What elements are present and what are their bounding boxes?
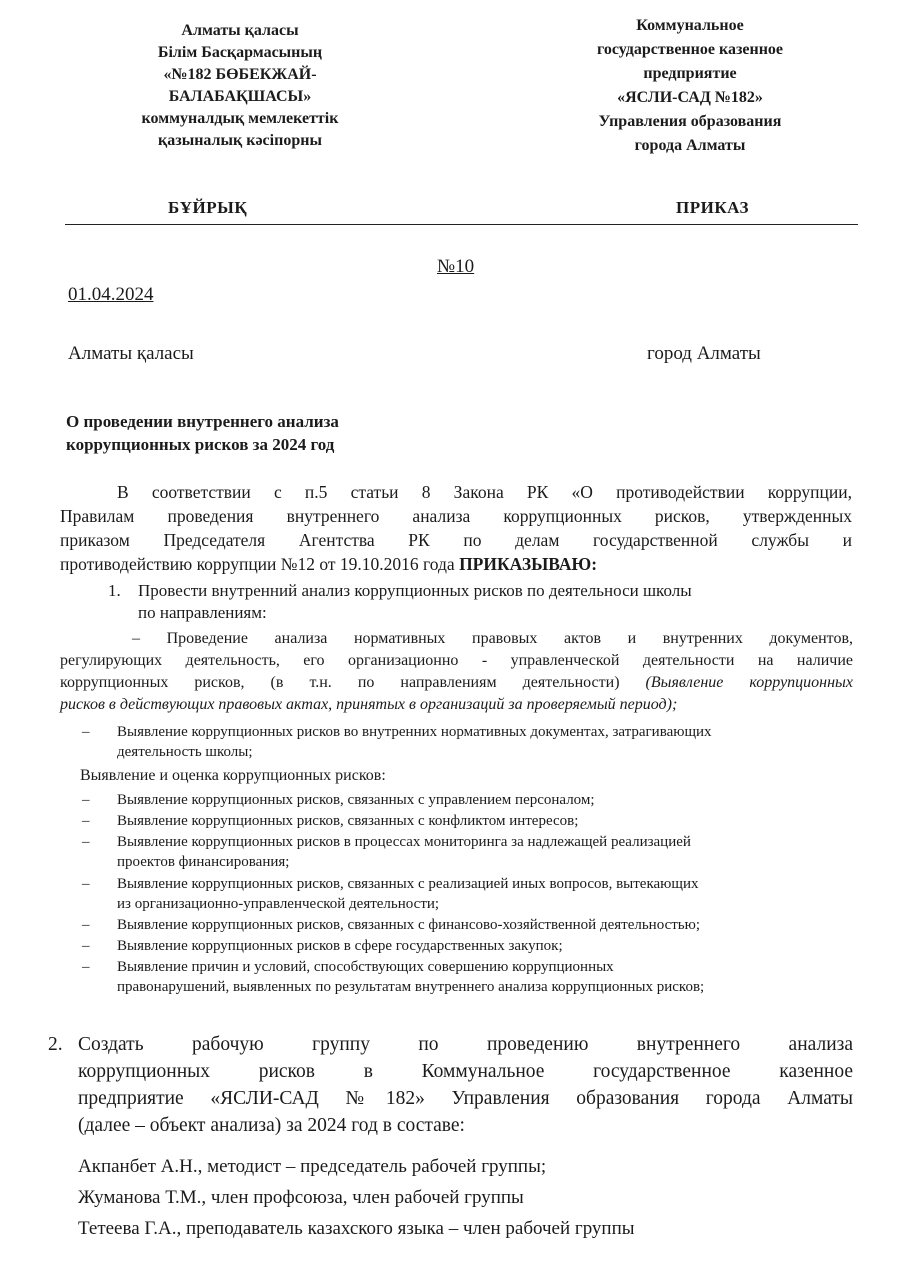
header-left-line: «№182 БӨБЕКЖАЙ- (163, 66, 317, 83)
order-subject (66, 410, 339, 456)
order-subject-line: коррупционных рисков за 2024 год (66, 435, 335, 454)
item-1-number: 1. (108, 581, 121, 600)
list-item (82, 874, 852, 914)
order-number: №10 (437, 256, 475, 277)
preamble-paragraph (60, 480, 852, 576)
dash-marker: – (82, 834, 90, 850)
preamble-line: Правилам проведения внутреннего анализа коррупционных рисков, утвержденных (60, 506, 852, 526)
list-item (82, 790, 852, 810)
working-group-members (78, 1151, 635, 1244)
description-line: – Проведение анализа нормативных правовых актов и внутренних документов, (132, 630, 853, 647)
list-item (82, 915, 852, 935)
header-right-line: предприятие (643, 65, 737, 82)
list-item-line: Выявление коррупционных рисков, связанных с управлением персоналом; (117, 792, 595, 808)
list-item (82, 811, 852, 831)
description-text: коррупционных рисков, (в т.н. по направлениям деятельности) (60, 674, 646, 691)
preamble-line (60, 552, 852, 576)
dash-marker: – (82, 724, 90, 740)
dash-marker: – (82, 876, 90, 892)
description-line: регулирующих деятельность, его организационно - управленческой деятельности на наличие (60, 652, 853, 669)
member-line: Акпанбет А.Н., методист – председатель рабочей группы; (78, 1156, 547, 1177)
dash-marker: – (82, 917, 90, 933)
dash-marker: – (82, 813, 90, 829)
list-item-line: Выявление коррупционных рисков, связанных с реализацией иных вопросов, вытекающих (117, 876, 699, 892)
list-item-line: Выявление коррупционных рисков в сфере государственных закупок; (117, 938, 563, 954)
list-item (82, 936, 852, 956)
bullet-list-documents (82, 722, 852, 762)
preamble-line-text: противодействию коррупции №12 от 19.10.2016 года (60, 554, 460, 574)
dash-marker: – (82, 938, 90, 954)
header-right-block (530, 14, 850, 158)
header-left-block (85, 20, 395, 152)
city-ru: город Алматы (647, 343, 761, 364)
list-item-line: деятельность школы; (117, 744, 253, 760)
member-line: Жуманова Т.М., член профсоюза, член рабочей группы (78, 1187, 524, 1208)
item-1 (108, 580, 853, 624)
item-1-description (60, 628, 853, 716)
list-item-line: Выявление коррупционных рисков во внутренних нормативных документах, затрагивающих (117, 724, 712, 740)
list-item-line: правонарушений, выявленных по результатам внутреннего анализа коррупционных рисков; (117, 979, 705, 995)
list-item (82, 832, 852, 872)
section-heading: Выявление и оценка коррупционных рисков: (80, 767, 386, 784)
header-right-line: Управления образования (598, 113, 782, 130)
preamble-line: В соответствии с п.5 статьи 8 Закона РК «О противодействии коррупции, (117, 482, 852, 502)
header-left-line: Білім Басқармасының (157, 44, 323, 61)
order-title-kz: БҰЙРЫҚ (168, 198, 248, 217)
list-item (82, 957, 852, 997)
header-right-line: города Алматы (634, 137, 746, 154)
list-item-line: Выявление причин и условий, способствующих совершению коррупционных (117, 959, 614, 975)
item-2-line: коррупционных рисков в Коммунальное государственное казенное (78, 1061, 853, 1082)
description-italic: рисков в действующих правовых актах, принятых в организаций за проверяемый период); (60, 696, 678, 713)
item-2-line: Создать рабочую группу по проведению внутреннего анализа (78, 1034, 853, 1055)
dash-marker: – (82, 792, 90, 808)
header-left-line: қазыналық кәсіпорны (158, 132, 322, 149)
header-left-line: коммуналдық мемлекеттік (141, 110, 339, 127)
header-right-line: государственное казенное (596, 41, 784, 58)
description-line (60, 672, 853, 694)
description-italic: (Выявление коррупционных (645, 674, 853, 691)
description-line (60, 694, 853, 716)
header-divider (65, 224, 858, 225)
city-kz: Алматы қаласы (68, 343, 194, 364)
list-item-line: проектов финансирования; (117, 854, 290, 870)
header-right-line: Коммунальное (636, 17, 744, 34)
item-1-line: Провести внутренний анализ коррупционных рисков по деятельноси школы (138, 581, 692, 600)
order-title-ru: ПРИКАЗ (676, 198, 749, 217)
order-subject-line: О проведении внутреннего анализа (66, 412, 339, 431)
item-1-line: по направлениям: (138, 603, 267, 622)
list-item-line: Выявление коррупционных рисков, связанных с финансово-хозяйственной деятельностью; (117, 917, 701, 933)
list-item (82, 722, 852, 762)
member-line: Тетеева Г.А., преподаватель казахского языка – член рабочей группы (78, 1218, 635, 1239)
dash-marker: – (82, 959, 90, 975)
order-date: 01.04.2024 (68, 284, 154, 305)
item-2-line: предприятие «ЯСЛИ-САД №182» Управления образования города Алматы (78, 1088, 853, 1109)
header-right-line: «ЯСЛИ-САД №182» (617, 89, 763, 106)
list-item-line: Выявление коррупционных рисков в процессах мониторинга за надлежащей реализацией (117, 834, 691, 850)
list-item-line: из организационно-управленческой деятельности; (117, 896, 440, 912)
orders-keyword: ПРИКАЗЫВАЮ: (459, 554, 598, 574)
item-2-line: (далее – объект анализа) за 2024 год в составе: (78, 1115, 465, 1136)
header-left-line: БАЛАБАҚШАСЫ» (168, 88, 312, 105)
item-2-number: 2. (48, 1034, 63, 1055)
item-2 (48, 1031, 853, 1139)
list-item-line: Выявление коррупционных рисков, связанных с конфликтом интересов; (117, 813, 579, 829)
header-left-line: Алматы қаласы (181, 22, 299, 39)
preamble-line: приказом Председателя Агентства РК по делам государственной службы и (60, 530, 852, 550)
bullet-list-risks (82, 790, 852, 997)
